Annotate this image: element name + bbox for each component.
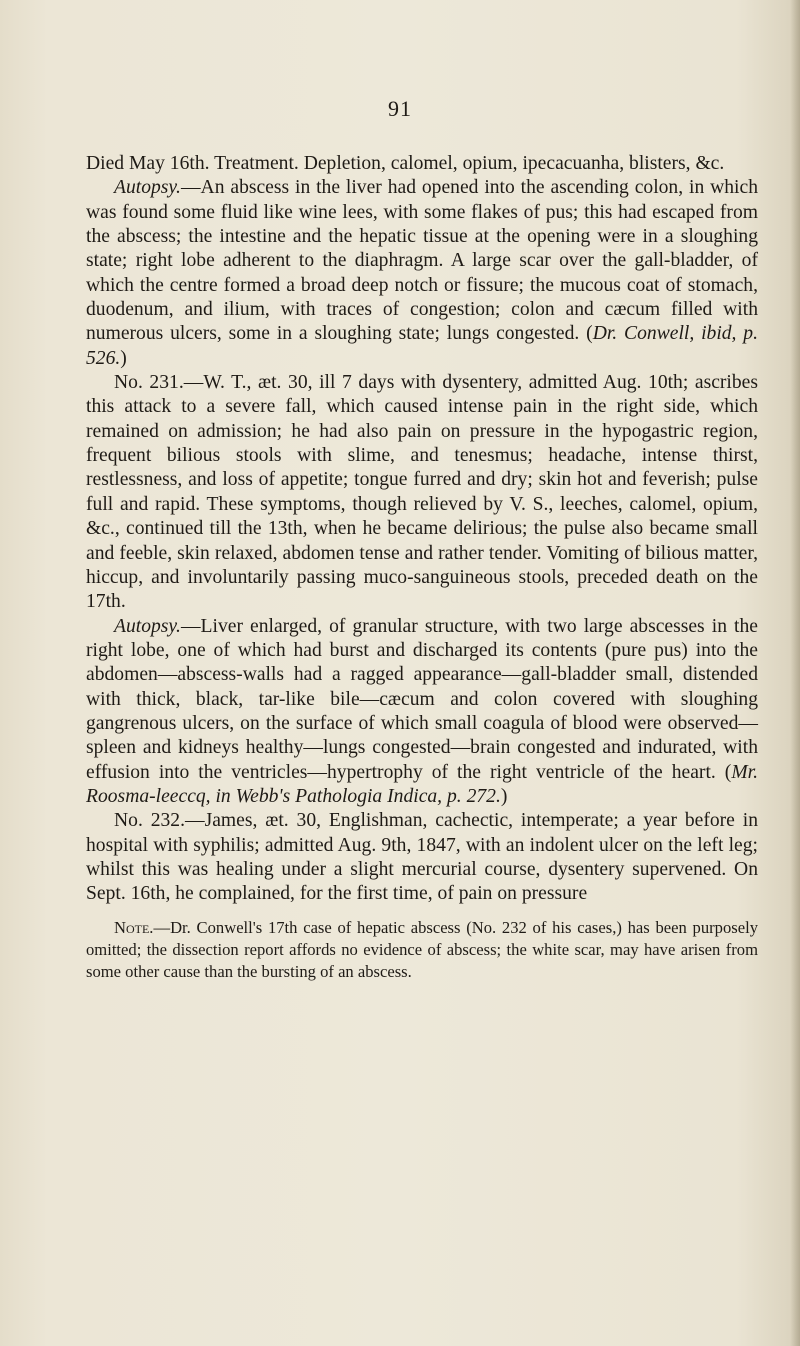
paragraph-case-231 bbox=[86, 371, 758, 614]
citation: Mr. Roosma-leeccq, in Webb's Pathologia Indica, p. 272. bbox=[86, 761, 758, 807]
paragraph-text: Died May 16th. Treatment. Depletion, calomel, opium, ipecacuanha, blisters, &c. bbox=[86, 153, 725, 174]
paragraph-text: No. 231.—W. T., æt. 30, ill 7 days with dysentery, admitted Aug. 10th; ascribes this attack to a severe fall, which caused intense pain in the right side, which remained on admission; he had also pain on pressure in the hypogastric region, frequent bilious stools with slime, and tenesmus; headache, intense thirst, restlessness, and loss of appetite; tongue furred and dry; skin hot and feverish; pulse full and rapid. These symptoms, though relieved by V. S., leeches, calomel, opium, &c., continued till the 13th, when he became delirious; the pulse also became small and feeble, skin relaxed, abdomen tense and rather tender. Vomiting of bilious matter, hiccup, and involuntarily passing muco-sanguineous stools, preceded death on the 17th. bbox=[86, 372, 758, 613]
page-number: 91 bbox=[388, 96, 412, 121]
autopsy-heading: Autopsy. bbox=[114, 615, 181, 637]
paragraph-case-232 bbox=[86, 809, 758, 906]
citation-close: ) bbox=[500, 785, 508, 807]
body-text bbox=[86, 152, 758, 999]
paragraph-text: —Liver enlarged, of granular structure, with two large abscesses in the right lobe, one of which had burst and discharged its contents (pure pus) into the abdomen—abscess-walls had a ragged appearance—gall-bladder small, distended with thick, black, tar-like bile—cæcum and colon covered with sloughing gangrenous ulcers, on the surface of which small coagula of blood were observed—spleen and kidneys healthy—lungs congested—brain congested and indurated, with effusion into the ventricles—hypertrophy of the right ventricle of the heart. ( bbox=[86, 615, 758, 783]
paragraph-autopsy-1 bbox=[86, 176, 758, 371]
note-text: —Dr. Conwell's 17th case of hepatic abscess (No. 232 of his cases,) has been purposely omitted; the dissection report affords no evidence of abscess; the white scar, may have arisen from some other cause than the bursting of an abscess. bbox=[86, 917, 758, 981]
citation: Dr. Conwell, ibid, p. 526. bbox=[86, 323, 758, 369]
page-edge-shadow bbox=[790, 0, 800, 1346]
citation-close: ) bbox=[120, 347, 127, 369]
footnote bbox=[86, 917, 758, 983]
paragraph-text: —An abscess in the liver had opened into the ascending colon, in which was found some fluid like wine lees, with some flakes of pus; this had escaped from the abscess; the intestine and the hepatic tissue at the opening were in a sloughing state; right lobe adherent to the diaphragm. A large scar over the gall-bladder, of which the centre formed a broad deep notch or fissure; the mucous coat of stomach, duodenum, and ilium, with traces of congestion; colon and cæcum filled with numerous ulcers, some in a sloughing state; lungs congested. ( bbox=[86, 177, 758, 345]
paragraph-autopsy-2 bbox=[86, 615, 758, 810]
autopsy-heading: Autopsy. bbox=[114, 177, 181, 199]
paragraph-died-treatment bbox=[86, 152, 758, 176]
note-label: Note. bbox=[114, 917, 154, 937]
paragraph-text: No. 232.—James, æt. 30, Englishman, cachectic, intemperate; a year before in hospital with syphilis; admitted Aug. 9th, 1847, with an indolent ulcer on the left leg; whilst this was healing under a slight mercurial course, dysentery supervened. On Sept. 16th, he complained, for the first time, of pain on pressure bbox=[86, 810, 758, 905]
